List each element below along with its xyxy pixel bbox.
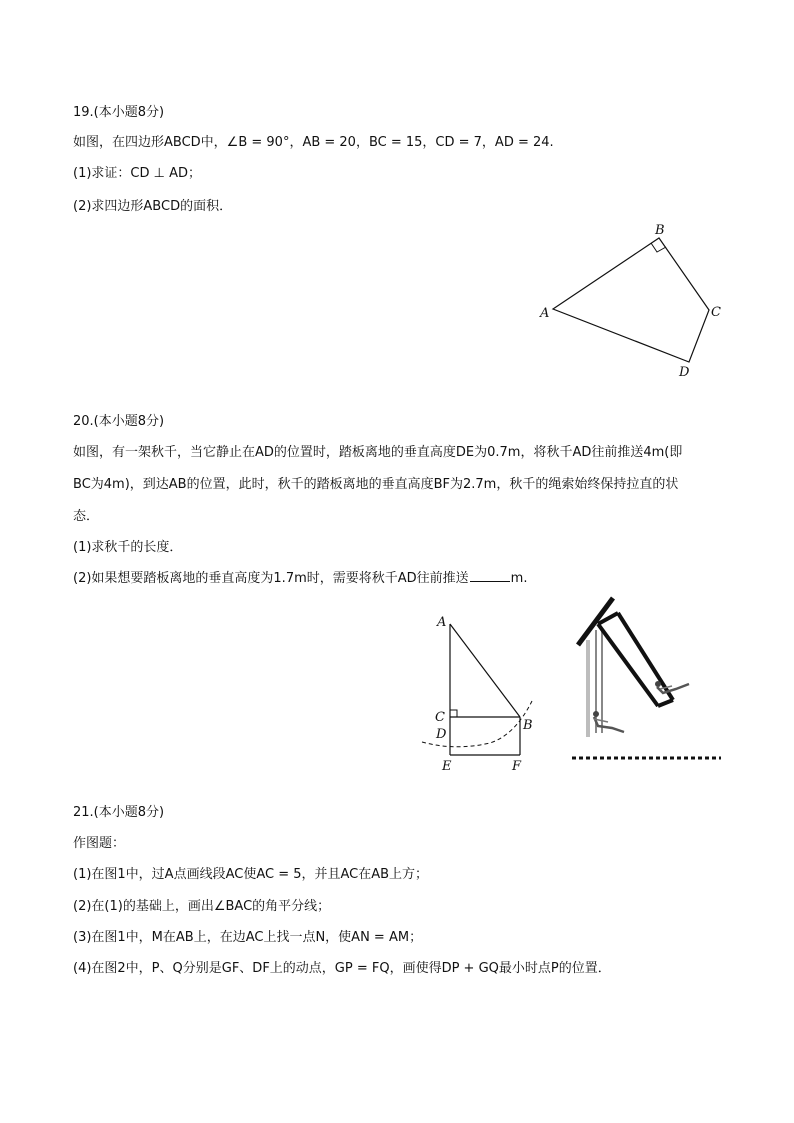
q19-part1: (1)求证：CD ⊥ AD； [73, 166, 201, 181]
label-c: C [711, 305, 721, 320]
q20-part2-prefix: (2)如果想要踏板离地的垂直高度为1.7m时，需要将秋千AD往前推送 [73, 571, 469, 586]
q21-part2: (2)在(1)的基础上，画出∠BAC的角平分线； [73, 899, 331, 914]
label-d: D [679, 365, 690, 380]
q20-stem-line1: 如图，有一架秋千，当它静止在AD的位置时，踏板离地的垂直高度DE为0.7m，将秋千AD往前推送4m(即 [73, 445, 683, 460]
q20-stem-line2: BC为4m)，到达AB的位置，此时，秋千的踏板离地的垂直高度BF为2.7m，秋千的绳索始终保持拉直的状 [73, 477, 679, 492]
q21-header: 21.(本小题8分) [73, 805, 165, 820]
label-c: C [435, 710, 445, 725]
q21-intro: 作图题： [73, 836, 126, 851]
label-b: B [523, 718, 533, 733]
person-pushed-icon [655, 681, 689, 693]
q19-header: 19.(本小题8分) [73, 105, 165, 120]
q20-header: 20.(本小题8分) [73, 414, 165, 429]
label-e: E [442, 759, 452, 774]
label-b: B [655, 223, 665, 238]
swing-frame-bottom [658, 700, 673, 706]
label-d: D [436, 727, 447, 742]
q19-part2: (2)求四边形ABCD的面积． [73, 199, 233, 214]
label-f: F [512, 759, 522, 774]
q20-part2-suffix: m. [510, 571, 528, 586]
q21-part1: (1)在图1中，过A点画线段AC使AC = 5，并且AC在AB上方； [73, 867, 429, 882]
q19-stem: 如图，在四边形ABCD中，∠B = 90°，AB = 20，BC = 15，CD = 7，AD = 24. [73, 135, 554, 150]
q20-part1: (1)求秋千的长度． [73, 540, 183, 555]
person-static-icon [593, 711, 624, 732]
q21-part3: (3)在图1中，M在AB上，在边AC上找一点N，使AN = AM； [73, 930, 423, 945]
label-a: A [540, 306, 550, 321]
q21-part4: (4)在图2中，P、Q分别是GF、DF上的动点，GP = FQ，画使得DP + GQ最小时点P的位置． [73, 961, 611, 976]
q20-stem-line3: 态． [73, 509, 100, 524]
label-a: A [437, 615, 447, 630]
